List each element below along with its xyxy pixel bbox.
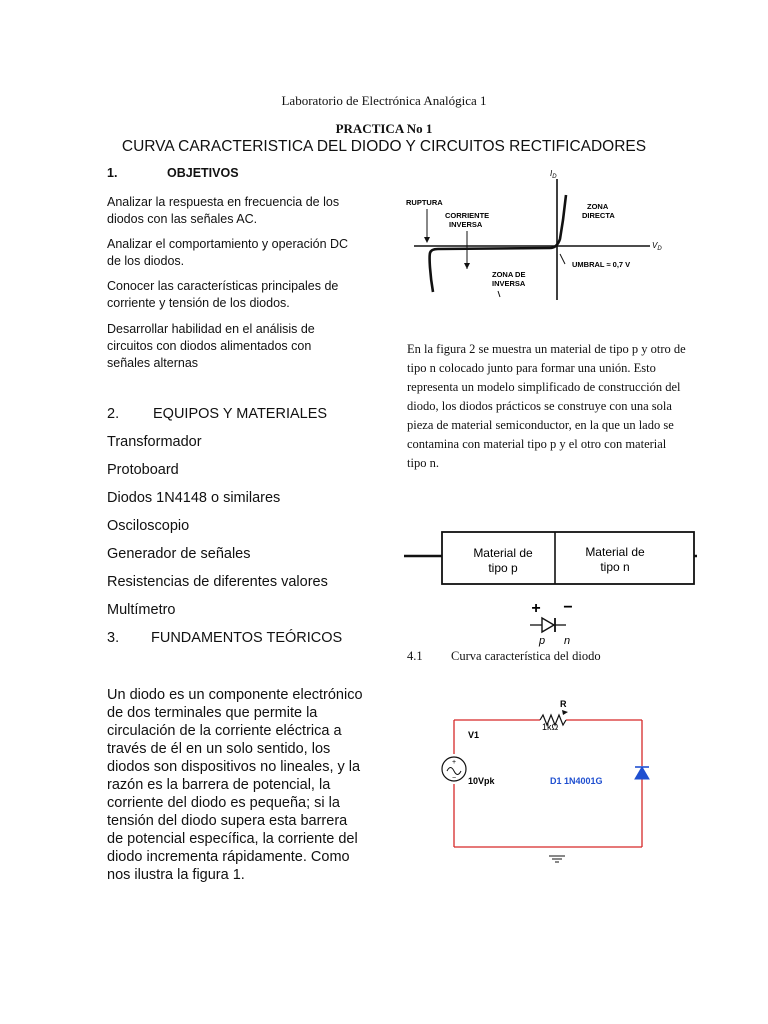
section1-number: 1. <box>107 166 118 180</box>
material-item: Resistencias de diferentes valores <box>107 574 328 590</box>
section41-heading <box>407 649 601 664</box>
objective-1: Analizar la respuesta en frecuencia de los diodos con las señales AC. <box>107 195 340 226</box>
material-item: Generador de señales <box>107 546 251 562</box>
section1-heading <box>107 166 239 180</box>
material-item: Protoboard <box>107 462 179 478</box>
section2-number: 2. <box>107 406 120 422</box>
n-label: n <box>563 635 571 647</box>
diode-label: D1 1N4001G <box>550 776 603 786</box>
ruptura-arrow-head <box>424 237 430 243</box>
lab-title: Laboratorio de Electrónica Analógica 1 <box>281 93 487 108</box>
ruptura-label: RUPTURA <box>406 198 443 207</box>
source-value: 10Vpk <box>468 776 495 786</box>
material-item: Diodos 1N4148 o similares <box>107 490 281 506</box>
zona-inversa-label-1: ZONA DE <box>492 270 526 279</box>
corriente-inversa-label-1: CORRIENTE <box>445 211 490 220</box>
zona-directa-label-1: ZONA <box>587 202 609 211</box>
source-label: V1 <box>468 730 480 740</box>
pn-junction-figure <box>400 522 700 647</box>
section41-title: Curva característica del diodo <box>451 649 601 663</box>
material-item: Osciloscopio <box>107 518 190 534</box>
corriente-inversa-label-2: INVERSA <box>449 220 483 229</box>
resistor-marker <box>562 710 568 715</box>
diode-triangle <box>542 618 554 632</box>
x-axis-label: $V_D$ <box>652 241 662 252</box>
section3-body: Un diodo es un componente electrónico de dos terminales que permite la circulación de la corriente eléctrica a través de él en un solo sentido, los diodos son dispositivos no lineales, y la razón es la barrera de potencial, la corriente del diodo es pequeña; si la tensión del diodo supera esta barrera de potencial específica, la corriente del diodo incrementa rápidamente. Como nos ilustra la figura 1. <box>107 687 363 883</box>
section2-title: EQUIPOS Y MATERIALES <box>153 406 328 422</box>
circuit-schematic <box>430 694 670 874</box>
section41-number: 4.1 <box>407 649 423 663</box>
umbral-pointer <box>560 254 565 264</box>
material-item: Transformador <box>107 434 202 450</box>
section1-title: OBJETIVOS <box>167 166 239 180</box>
resistor-label: R <box>560 699 567 709</box>
source-minus: − <box>451 775 457 782</box>
corriente-inversa-arrow-head <box>464 263 470 269</box>
objective-2: Analizar el comportamiento y operación DC de los diodos. <box>107 237 349 268</box>
page-title: CURVA CARACTERISTICA DEL DIODO Y CIRCUITOS RECTIFICADORES <box>121 138 647 155</box>
minus-sign: − <box>563 599 573 616</box>
diode-iv-curve-figure <box>400 165 690 305</box>
zona-inversa-label-2: INVERSA <box>492 279 526 288</box>
section3-title: FUNDAMENTOS TEÓRICOS <box>151 630 343 646</box>
n-material-label-2: tipo n <box>600 560 630 574</box>
zona-inversa-mark <box>498 291 500 297</box>
n-material-label-1: Material de <box>585 545 645 559</box>
zona-directa-label-2: DIRECTA <box>582 211 615 220</box>
material-item: Multímetro <box>107 602 176 618</box>
p-material-label-2: tipo p <box>488 561 518 575</box>
resistor-value: 1kΩ <box>542 722 559 732</box>
plus-sign: + <box>531 600 541 617</box>
section3-number: 3. <box>107 630 120 646</box>
objective-4: Desarrollar habilidad en el análisis de circuitos con diodos alimentados con señales alternas <box>107 322 315 370</box>
p-label: p <box>538 635 546 647</box>
figure2-description: En la figura 2 se muestra un material de tipo p y otro de tipo n colocado junto para formar una unión. Esto representa un modelo simplificado de construcción del diodo, los diodos prácticos se construye con una sola pieza de material semiconductor, en la que un lado se contamina con material tipo p y el otro con material tipo n. <box>407 342 686 470</box>
diode-triangle <box>635 767 649 779</box>
section2-heading <box>107 406 327 422</box>
practice-number: PRACTICA No 1 <box>335 121 433 136</box>
umbral-label: UMBRAL ≈ 0,7 V <box>572 260 631 269</box>
section3-heading <box>107 630 342 646</box>
y-axis-label: $I_D$ <box>550 169 557 180</box>
objective-3: Conocer las características principales de corriente y tensión de los diodos. <box>107 279 339 310</box>
p-material-label-1: Material de <box>473 546 533 560</box>
source-plus: + <box>451 759 457 766</box>
